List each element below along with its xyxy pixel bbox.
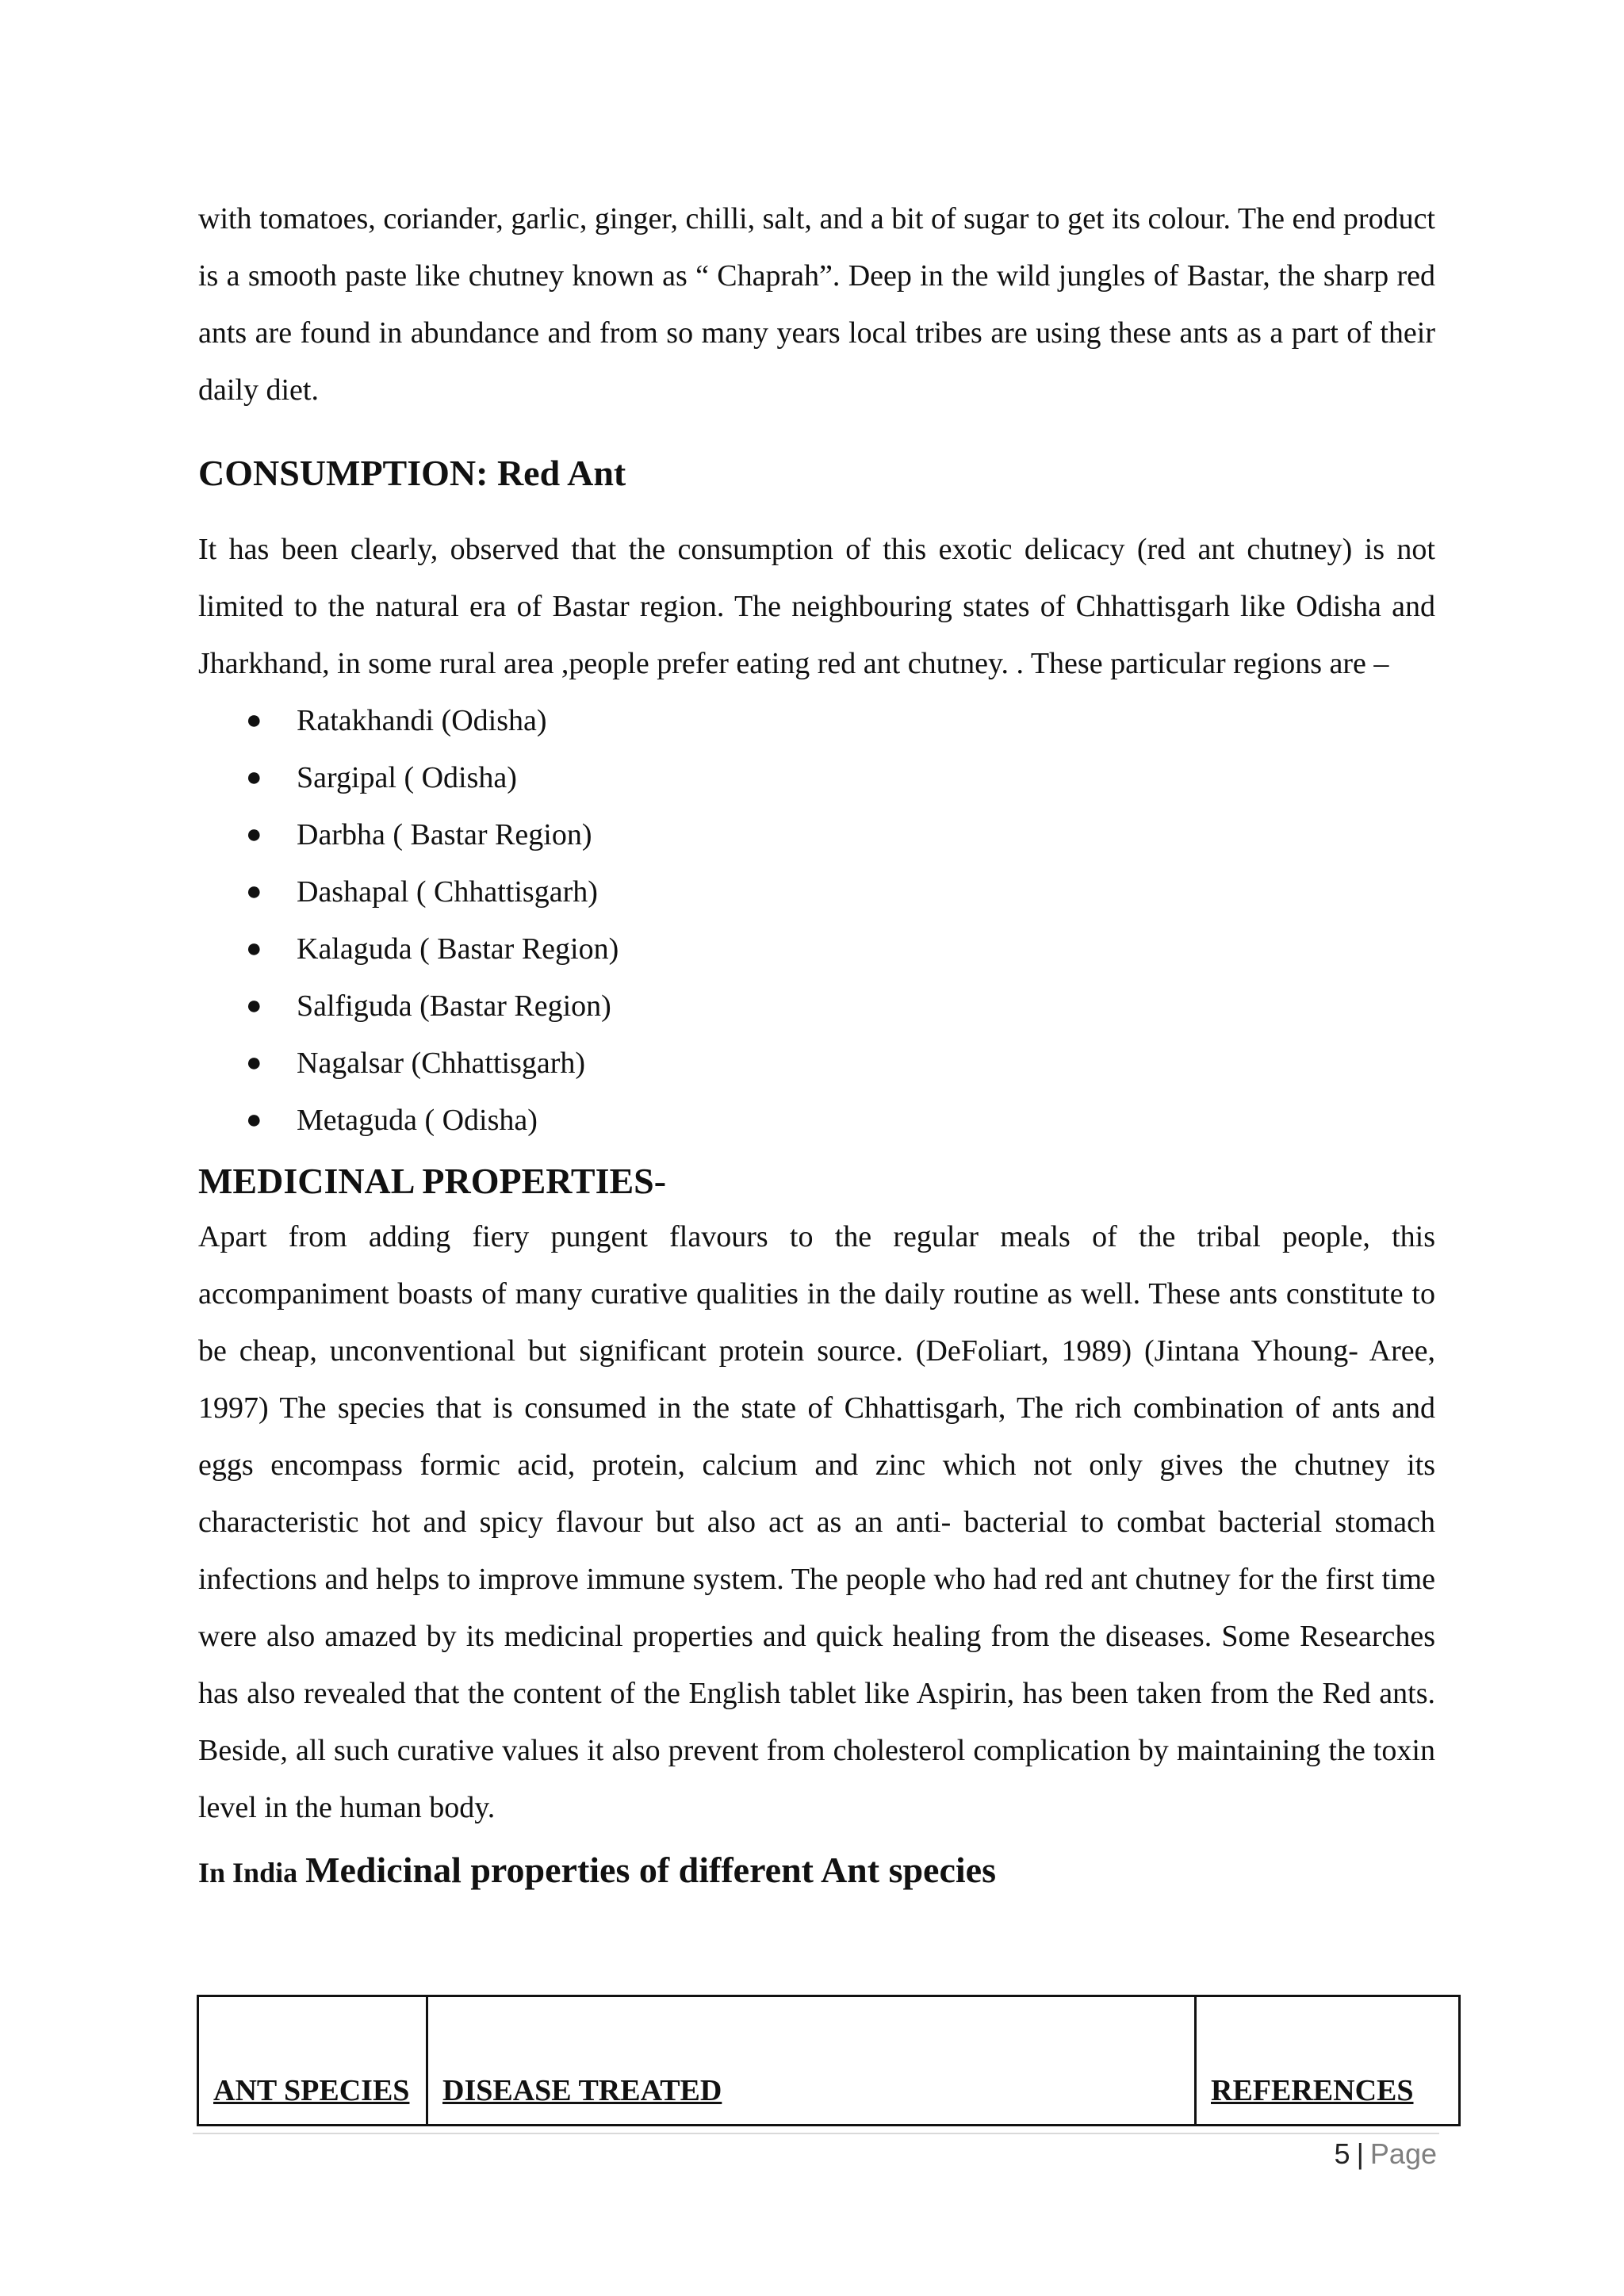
region-label: Metaguda ( Odisha) (297, 1104, 538, 1137)
bullet-icon: ● (246, 820, 262, 849)
bullet-icon: ● (246, 934, 262, 963)
page-footer (1335, 2137, 1437, 2171)
bullet-icon: ● (246, 706, 262, 735)
header-references: REFERENCES (1196, 1996, 1460, 2126)
header-disease-treated: DISEASE TREATED (427, 1996, 1196, 2126)
bullet-icon: ● (246, 763, 262, 792)
list-item (246, 978, 1435, 1035)
bullet-icon: ● (246, 1105, 262, 1135)
paragraph-consumption: It has been clearly, observed that the consumption of this exotic delicacy (red ant chutney) is not limited to the natural era of Bastar region. The neighbouring states of Chhattisgarh like Odisha and Jharkhand, in some rural area ,people prefer eating red ant chutney. . These particular regions are – (198, 533, 1435, 680)
header-ant-species: ANT SPECIES (198, 1996, 427, 2126)
list-item (246, 806, 1435, 863)
heading-consumption: CONSUMPTION: Red Ant (198, 453, 626, 493)
region-label: Darbha ( Bastar Region) (297, 818, 592, 851)
region-label: Ratakhandi (Odisha) (297, 704, 547, 737)
footer-divider (193, 2133, 1439, 2134)
list-item (246, 920, 1435, 978)
region-label: Kalaguda ( Bastar Region) (297, 932, 619, 966)
region-label: Salfiguda (Bastar Region) (297, 989, 611, 1023)
region-label: Dashapal ( Chhattisgarh) (297, 875, 598, 909)
list-item (246, 749, 1435, 806)
bullet-icon: ● (246, 1048, 262, 1077)
bullet-icon: ● (246, 991, 262, 1020)
region-label: Sargipal ( Odisha) (297, 761, 517, 794)
list-item (246, 1035, 1435, 1092)
ant-species-table (197, 1995, 1461, 2126)
document-body (198, 190, 1435, 1891)
list-item (246, 863, 1435, 920)
bullet-icon: ● (246, 877, 262, 906)
paragraph-medicinal: Apart from adding fiery pungent flavours to the regular meals of the tribal people, this accompaniment boasts of many curative qualities in the daily routine as well. These ants constitute to be cheap, unconventional but significant protein source. (DeFoliart, 1989) (Jintana Yhoung- Aree, 1997) The species that is consumed in the state of Chhattisgarh, The rich combination of ants and eggs encompass formic acid, protein, calcium and zinc which not only gives the chutney its characteristic hot and spicy flavour but also act as an anti- bacterial to combat bacterial stomach infections and helps to improve immune system. The people who had red ant chutney for the first time were also amazed by its medicinal properties and quick healing from the diseases. Some Researches has also revealed that the content of the English tablet like Aspirin, has been taken from the Red ants. Beside, all such curative values it also prevent from cholesterol complication by maintaining the toxin level in the human body. (198, 1220, 1435, 1824)
list-item (246, 1092, 1435, 1149)
page-word: Page (1369, 2137, 1437, 2170)
table-header-row (198, 1996, 1460, 2126)
region-label: Nagalsar (Chhattisgarh) (297, 1047, 586, 1080)
subheading-ant-species (198, 1849, 1435, 1891)
subheading-prefix: In India (198, 1857, 298, 1888)
list-item (246, 692, 1435, 749)
paragraph-chutney-intro: with tomatoes, coriander, garlic, ginger, chilli, salt, and a bit of sugar to get its colour. The end product is a smooth paste like chutney known as “ Chaprah”. Deep in the wild jungles of Bastar, the sharp red ants are found in abundance and from so many years local tribes are using these ants as a part of their daily diet. (198, 202, 1435, 407)
regions-list (198, 692, 1435, 1149)
heading-medicinal-properties: MEDICINAL PROPERTIES- (198, 1161, 667, 1201)
page-number: 5 (1334, 2137, 1350, 2170)
footer-separator: | (1356, 2137, 1364, 2170)
subheading-title: Medicinal properties of different Ant species (305, 1850, 996, 1890)
